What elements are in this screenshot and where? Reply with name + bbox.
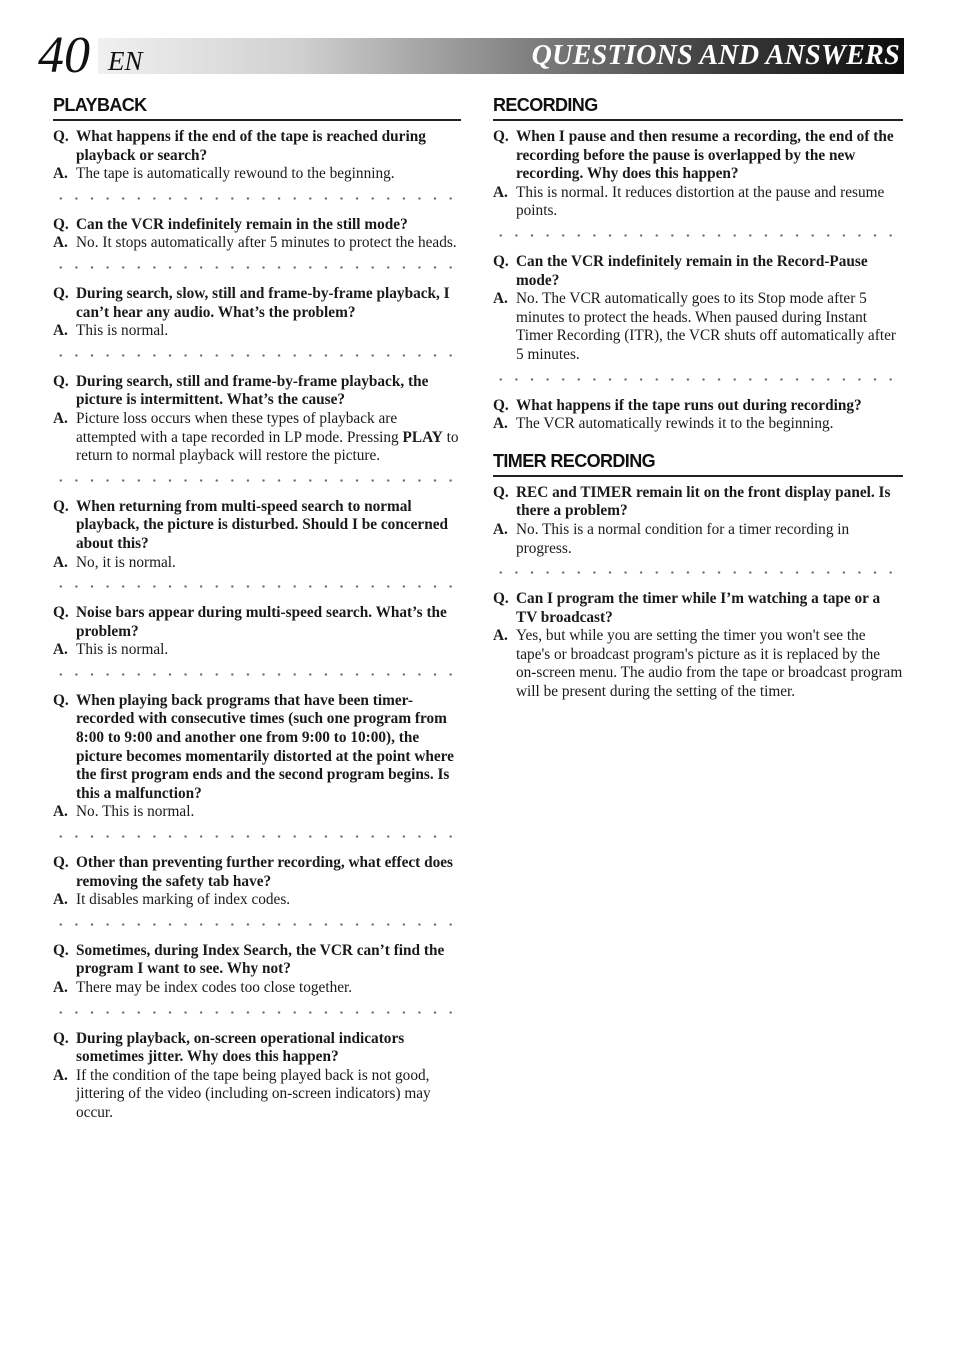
question-row: [493, 128, 903, 184]
answer-label: A.: [53, 1066, 68, 1084]
answer-row: [493, 627, 903, 701]
question-text: Other than preventing further recording, what effect does removing the safety tab have?: [76, 854, 453, 890]
right-column: [493, 94, 903, 718]
question-label: Q.: [53, 604, 69, 622]
answer-text: No. This is normal.: [76, 803, 195, 821]
question-text: When returning from multi-speed search to normal playback, the picture is disturbed. Should I be concerned about this?: [76, 497, 448, 552]
question-text: Can the VCR indefinitely remain in the still mode?: [76, 215, 408, 233]
qa-item: [53, 1030, 461, 1123]
question-label: Q.: [53, 941, 69, 959]
question-text: During search, slow, still and frame-by-frame playback, I can’t hear any audio. What’s the problem?: [76, 284, 450, 321]
question-text: What happens if the tape runs out during recording?: [516, 396, 862, 414]
dotted-separator: [53, 922, 461, 927]
qa-item: [493, 253, 903, 365]
question-row: [53, 285, 461, 322]
question-label: Q.: [493, 252, 509, 270]
question-label: Q.: [493, 128, 509, 145]
question-label: Q.: [53, 497, 69, 515]
qa-item: [493, 590, 903, 702]
answer-label: A.: [53, 803, 68, 821]
question-label: Q.: [493, 483, 509, 501]
question-label: Q.: [53, 284, 69, 302]
qa-section: [493, 94, 903, 434]
question-row: [53, 216, 461, 235]
answer-label: A.: [53, 979, 68, 996]
question-row: [53, 604, 461, 641]
answer-text: This is normal.: [76, 322, 169, 340]
question-row: [53, 692, 461, 804]
answer-row: [53, 641, 461, 660]
question-label: Q.: [53, 372, 69, 390]
answer-row: [53, 234, 461, 253]
question-row: [493, 590, 903, 627]
answer-row: [53, 803, 461, 822]
answer-label: A.: [493, 520, 508, 538]
page-header: [38, 27, 904, 84]
question-text: When I pause and then resume a recording, the end of the recording before the pause is overlapped by the new recording. Why does this happen?: [516, 128, 894, 183]
question-text: During playback, on-screen operational indicators sometimes jitter. Why does this happen?: [76, 1029, 405, 1066]
question-label: Q.: [53, 215, 69, 233]
question-row: [493, 484, 903, 521]
question-row: [53, 1030, 461, 1067]
dotted-separator: [53, 1010, 461, 1015]
question-label: Q.: [493, 590, 509, 608]
answer-label: A.: [53, 553, 68, 571]
qa-item: [53, 373, 461, 466]
answer-row: [53, 554, 461, 573]
dotted-separator: [53, 834, 461, 839]
answer-label: A.: [53, 322, 68, 340]
section-heading: TIMER RECORDING: [493, 450, 903, 477]
answer-text: There may be index codes too close together.: [76, 979, 353, 996]
qa-section: [493, 450, 903, 702]
answer-text: It disables marking of index codes.: [76, 891, 291, 909]
answer-text: No. It stops automatically after 5 minutes to protect the heads.: [76, 234, 457, 252]
answer-row: [53, 979, 461, 998]
answer-row: [493, 290, 903, 364]
qa-item: [53, 604, 461, 660]
answer-label: A.: [53, 409, 68, 427]
answer-label: A.: [493, 290, 508, 308]
answer-text: The VCR automatically rewinds it to the beginning.: [516, 415, 834, 433]
question-row: [53, 128, 461, 165]
answer-label: A.: [493, 415, 508, 433]
answer-label: A.: [53, 165, 68, 183]
page-number: 40: [38, 27, 90, 84]
dotted-separator: [53, 196, 461, 201]
answer-label: A.: [53, 641, 68, 659]
answer-row: [53, 165, 461, 184]
answer-label: A.: [53, 234, 68, 252]
answer-text: Yes, but while you are setting the timer you won't see the tape's or broadcast program's picture as it is replaced by the on-screen menu. The audio from the tape or broadcast program will be present during the setting of the timer.: [516, 627, 903, 701]
question-text: What happens if the end of the tape is reached during playback or search?: [76, 128, 426, 164]
section-heading: PLAYBACK: [53, 94, 461, 121]
question-row: [53, 854, 461, 891]
answer-row: [53, 410, 461, 466]
question-text: Can I program the timer while I’m watching a tape or a TV broadcast?: [516, 590, 881, 626]
question-text: REC and TIMER remain lit on the front display panel. Is there a problem?: [516, 483, 891, 520]
answer-text: This is normal.: [76, 641, 169, 659]
qa-item: [53, 854, 461, 910]
answer-text-part: to return to normal playback will restore the picture.: [76, 428, 459, 465]
qa-item: [53, 128, 461, 184]
question-row: [53, 373, 461, 410]
question-text: When playing back programs that have been timer-recorded with consecutive times (such one program from 8:00 to 9:00 and another one from 9:00 to 10:00), the picture becomes momentarily distorted at the point where the first program ends and the second program begins. Is this a malfunction?: [76, 691, 454, 802]
dotted-separator: [493, 570, 903, 575]
qa-item: [53, 216, 461, 253]
question-label: Q.: [53, 691, 69, 709]
answer-row: [53, 1067, 461, 1123]
question-row: [53, 498, 461, 554]
answer-row: [493, 521, 903, 558]
section-heading: RECORDING: [493, 94, 903, 121]
answer-text: The tape is automatically rewound to the beginning.: [76, 165, 395, 183]
answer-label: A.: [493, 627, 508, 645]
question-label: Q.: [53, 1029, 69, 1047]
answer-row: [493, 184, 903, 221]
left-column: [53, 94, 461, 1139]
dotted-separator: [493, 377, 903, 382]
question-text: Noise bars appear during multi-speed search. What’s the problem?: [76, 604, 447, 640]
dotted-separator: [53, 478, 461, 483]
question-text: Sometimes, during Index Search, the VCR can’t find the program I want to see. Why not?: [76, 941, 445, 978]
answer-label: A.: [493, 183, 508, 201]
question-label: Q.: [53, 854, 69, 872]
question-row: [493, 253, 903, 290]
answer-label: A.: [53, 891, 68, 909]
dotted-separator: [53, 584, 461, 589]
answer-text: No. The VCR automatically goes to its Stop mode after 5 minutes to protect the heads. When paused during Instant Timer Recording (ITR), the VCR shuts off automatically after 5 minutes.: [516, 290, 896, 363]
qa-item: [493, 484, 903, 558]
answer-text: No, it is normal.: [76, 553, 176, 571]
dotted-separator: [53, 353, 461, 358]
question-label: Q.: [493, 396, 509, 414]
answer-text-part: Picture loss occurs when these types of playback are attempted with a tape recorded in LP mode. Pressing: [76, 409, 403, 446]
qa-item: [53, 692, 461, 822]
page-title: QUESTIONS AND ANSWERS: [531, 40, 900, 71]
language-code: EN: [108, 46, 143, 76]
answer-text: No. This is a normal condition for a timer recording in progress.: [516, 520, 850, 557]
qa-item: [53, 285, 461, 341]
question-text: During search, still and frame-by-frame playback, the picture is intermittent. What’s the cause?: [76, 372, 429, 409]
question-label: Q.: [53, 128, 69, 145]
qa-item: [53, 498, 461, 572]
answer-text: [76, 410, 461, 466]
button-name: PLAY: [402, 428, 443, 446]
answer-text: This is normal. It reduces distortion at the pause and resume points.: [516, 183, 885, 220]
dotted-separator: [53, 672, 461, 677]
dotted-separator: [53, 265, 461, 270]
qa-item: [493, 128, 903, 221]
dotted-separator: [493, 233, 903, 238]
qa-item: [493, 397, 903, 434]
answer-row: [493, 415, 903, 434]
answer-row: [53, 891, 461, 910]
question-row: [493, 397, 903, 416]
answer-row: [53, 322, 461, 341]
question-text: Can the VCR indefinitely remain in the Record-Pause mode?: [516, 252, 868, 289]
question-row: [53, 942, 461, 979]
qa-section: [53, 94, 461, 1123]
qa-item: [53, 942, 461, 998]
answer-text: If the condition of the tape being played back is not good, jittering of the video (including on-screen indicators) may occur.: [76, 1066, 431, 1121]
